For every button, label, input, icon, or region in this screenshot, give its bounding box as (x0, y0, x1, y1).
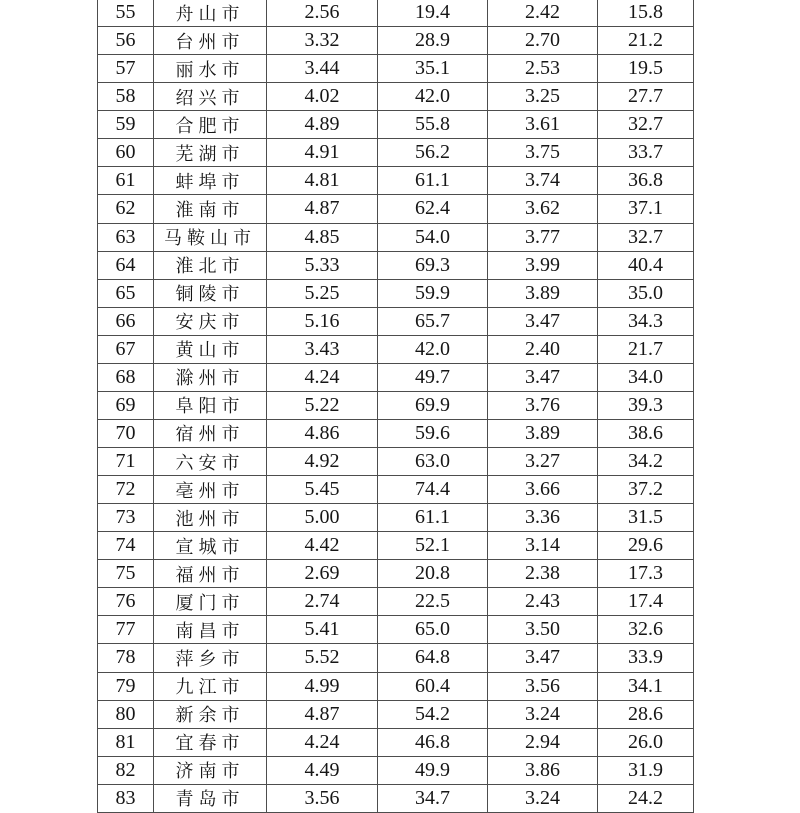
city-name-cell: 淮北市 (154, 251, 267, 279)
value-cell-3: 3.47 (488, 307, 598, 335)
table-row (98, 27, 694, 55)
table-row (98, 111, 694, 139)
city-name-cell: 黄山市 (154, 335, 267, 363)
value-cell-4: 27.7 (598, 83, 694, 111)
row-number-cell: 71 (98, 448, 154, 476)
value-cell-1: 4.49 (267, 756, 378, 784)
value-cell-1: 5.22 (267, 391, 378, 419)
row-number-cell: 77 (98, 616, 154, 644)
city-name-cell: 台州市 (154, 27, 267, 55)
value-cell-1: 4.87 (267, 195, 378, 223)
value-cell-4: 15.8 (598, 0, 694, 27)
table-row (98, 0, 694, 27)
value-cell-4: 33.7 (598, 139, 694, 167)
value-cell-2: 56.2 (378, 139, 488, 167)
value-cell-2: 54.0 (378, 223, 488, 251)
value-cell-1: 3.43 (267, 335, 378, 363)
city-name-cell: 新余市 (154, 700, 267, 728)
row-number-cell: 65 (98, 279, 154, 307)
city-name-cell: 九江市 (154, 672, 267, 700)
value-cell-1: 3.44 (267, 55, 378, 83)
table-row (98, 223, 694, 251)
row-number-cell: 81 (98, 728, 154, 756)
value-cell-4: 19.5 (598, 55, 694, 83)
value-cell-4: 31.5 (598, 504, 694, 532)
value-cell-4: 31.9 (598, 756, 694, 784)
value-cell-3: 3.25 (488, 83, 598, 111)
table-row (98, 728, 694, 756)
row-number-cell: 67 (98, 335, 154, 363)
value-cell-2: 65.0 (378, 616, 488, 644)
value-cell-3: 3.86 (488, 756, 598, 784)
value-cell-4: 35.0 (598, 279, 694, 307)
value-cell-4: 36.8 (598, 167, 694, 195)
value-cell-2: 42.0 (378, 335, 488, 363)
city-name-cell: 蚌埠市 (154, 167, 267, 195)
row-number-cell: 56 (98, 27, 154, 55)
row-number-cell: 62 (98, 195, 154, 223)
value-cell-2: 69.3 (378, 251, 488, 279)
table-row (98, 560, 694, 588)
value-cell-2: 60.4 (378, 672, 488, 700)
value-cell-2: 64.8 (378, 644, 488, 672)
value-cell-1: 4.24 (267, 363, 378, 391)
value-cell-2: 62.4 (378, 195, 488, 223)
row-number-cell: 60 (98, 139, 154, 167)
city-name-cell: 舟山市 (154, 0, 267, 27)
table-row (98, 588, 694, 616)
value-cell-4: 21.2 (598, 27, 694, 55)
value-cell-3: 2.43 (488, 588, 598, 616)
value-cell-4: 32.7 (598, 223, 694, 251)
table-row (98, 195, 694, 223)
city-name-cell: 宣城市 (154, 532, 267, 560)
value-cell-3: 3.99 (488, 251, 598, 279)
value-cell-3: 3.89 (488, 279, 598, 307)
value-cell-1: 2.56 (267, 0, 378, 27)
value-cell-2: 34.7 (378, 784, 488, 812)
value-cell-2: 54.2 (378, 700, 488, 728)
value-cell-4: 34.2 (598, 448, 694, 476)
city-name-cell: 马鞍山市 (154, 223, 267, 251)
table-row (98, 251, 694, 279)
city-name-cell: 绍兴市 (154, 83, 267, 111)
value-cell-1: 2.74 (267, 588, 378, 616)
city-name-cell: 池州市 (154, 504, 267, 532)
value-cell-2: 61.1 (378, 504, 488, 532)
value-cell-2: 19.4 (378, 0, 488, 27)
value-cell-2: 69.9 (378, 391, 488, 419)
row-number-cell: 64 (98, 251, 154, 279)
value-cell-4: 17.4 (598, 588, 694, 616)
row-number-cell: 59 (98, 111, 154, 139)
row-number-cell: 69 (98, 391, 154, 419)
value-cell-2: 55.8 (378, 111, 488, 139)
value-cell-1: 5.00 (267, 504, 378, 532)
value-cell-3: 3.24 (488, 784, 598, 812)
row-number-cell: 76 (98, 588, 154, 616)
city-name-cell: 宜春市 (154, 728, 267, 756)
value-cell-2: 59.6 (378, 419, 488, 447)
row-number-cell: 73 (98, 504, 154, 532)
table-row (98, 335, 694, 363)
value-cell-3: 3.47 (488, 644, 598, 672)
city-name-cell: 淮南市 (154, 195, 267, 223)
value-cell-1: 4.85 (267, 223, 378, 251)
row-number-cell: 83 (98, 784, 154, 812)
value-cell-3: 2.53 (488, 55, 598, 83)
city-name-cell: 厦门市 (154, 588, 267, 616)
table-row (98, 532, 694, 560)
value-cell-3: 3.47 (488, 363, 598, 391)
row-number-cell: 72 (98, 476, 154, 504)
row-number-cell: 68 (98, 363, 154, 391)
value-cell-1: 5.25 (267, 279, 378, 307)
value-cell-4: 34.3 (598, 307, 694, 335)
value-cell-4: 26.0 (598, 728, 694, 756)
row-number-cell: 74 (98, 532, 154, 560)
value-cell-2: 49.9 (378, 756, 488, 784)
value-cell-3: 3.62 (488, 195, 598, 223)
value-cell-2: 65.7 (378, 307, 488, 335)
value-cell-3: 3.56 (488, 672, 598, 700)
table-row (98, 167, 694, 195)
city-name-cell: 宿州市 (154, 419, 267, 447)
value-cell-2: 61.1 (378, 167, 488, 195)
value-cell-1: 4.99 (267, 672, 378, 700)
row-number-cell: 70 (98, 419, 154, 447)
value-cell-2: 52.1 (378, 532, 488, 560)
value-cell-2: 74.4 (378, 476, 488, 504)
table-row (98, 279, 694, 307)
city-name-cell: 南昌市 (154, 616, 267, 644)
value-cell-4: 29.6 (598, 532, 694, 560)
value-cell-1: 4.86 (267, 419, 378, 447)
city-name-cell: 萍乡市 (154, 644, 267, 672)
value-cell-4: 40.4 (598, 251, 694, 279)
row-number-cell: 80 (98, 700, 154, 728)
city-name-cell: 福州市 (154, 560, 267, 588)
value-cell-3: 3.61 (488, 111, 598, 139)
table-row (98, 363, 694, 391)
row-number-cell: 79 (98, 672, 154, 700)
value-cell-2: 35.1 (378, 55, 488, 83)
table-row (98, 307, 694, 335)
row-number-cell: 55 (98, 0, 154, 27)
value-cell-1: 4.42 (267, 532, 378, 560)
value-cell-1: 3.56 (267, 784, 378, 812)
value-cell-3: 2.70 (488, 27, 598, 55)
table-row (98, 644, 694, 672)
value-cell-1: 5.16 (267, 307, 378, 335)
value-cell-4: 32.7 (598, 111, 694, 139)
value-cell-3: 3.76 (488, 391, 598, 419)
city-statistics-table (97, 0, 694, 813)
value-cell-3: 3.74 (488, 167, 598, 195)
city-name-cell: 青岛市 (154, 784, 267, 812)
value-cell-3: 2.94 (488, 728, 598, 756)
table-row (98, 756, 694, 784)
value-cell-1: 2.69 (267, 560, 378, 588)
row-number-cell: 82 (98, 756, 154, 784)
city-name-cell: 六安市 (154, 448, 267, 476)
value-cell-1: 5.52 (267, 644, 378, 672)
value-cell-3: 3.36 (488, 504, 598, 532)
table-body (98, 0, 694, 813)
table-row (98, 616, 694, 644)
table-row (98, 700, 694, 728)
table-row (98, 419, 694, 447)
value-cell-1: 4.91 (267, 139, 378, 167)
value-cell-3: 3.66 (488, 476, 598, 504)
row-number-cell: 61 (98, 167, 154, 195)
city-name-cell: 芜湖市 (154, 139, 267, 167)
table-row (98, 83, 694, 111)
city-name-cell: 安庆市 (154, 307, 267, 335)
table-row (98, 504, 694, 532)
value-cell-3: 3.27 (488, 448, 598, 476)
table-row (98, 448, 694, 476)
table-row (98, 391, 694, 419)
city-name-cell: 铜陵市 (154, 279, 267, 307)
table-row (98, 55, 694, 83)
city-name-cell: 合肥市 (154, 111, 267, 139)
value-cell-4: 21.7 (598, 335, 694, 363)
value-cell-3: 3.89 (488, 419, 598, 447)
value-cell-2: 59.9 (378, 279, 488, 307)
value-cell-1: 3.32 (267, 27, 378, 55)
value-cell-4: 37.1 (598, 195, 694, 223)
value-cell-1: 4.87 (267, 700, 378, 728)
value-cell-4: 37.2 (598, 476, 694, 504)
table-row (98, 476, 694, 504)
row-number-cell: 58 (98, 83, 154, 111)
value-cell-2: 49.7 (378, 363, 488, 391)
value-cell-4: 17.3 (598, 560, 694, 588)
value-cell-4: 32.6 (598, 616, 694, 644)
value-cell-3: 3.77 (488, 223, 598, 251)
table-row (98, 139, 694, 167)
value-cell-1: 4.02 (267, 83, 378, 111)
value-cell-2: 20.8 (378, 560, 488, 588)
value-cell-1: 4.89 (267, 111, 378, 139)
value-cell-3: 2.40 (488, 335, 598, 363)
value-cell-4: 33.9 (598, 644, 694, 672)
value-cell-4: 24.2 (598, 784, 694, 812)
value-cell-4: 39.3 (598, 391, 694, 419)
row-number-cell: 57 (98, 55, 154, 83)
value-cell-1: 5.33 (267, 251, 378, 279)
value-cell-2: 28.9 (378, 27, 488, 55)
value-cell-4: 34.0 (598, 363, 694, 391)
value-cell-3: 2.42 (488, 0, 598, 27)
value-cell-2: 22.5 (378, 588, 488, 616)
value-cell-3: 3.24 (488, 700, 598, 728)
value-cell-1: 5.41 (267, 616, 378, 644)
city-name-cell: 丽水市 (154, 55, 267, 83)
row-number-cell: 78 (98, 644, 154, 672)
value-cell-3: 3.50 (488, 616, 598, 644)
table-row (98, 672, 694, 700)
table-row (98, 784, 694, 812)
row-number-cell: 75 (98, 560, 154, 588)
city-name-cell: 济南市 (154, 756, 267, 784)
value-cell-2: 46.8 (378, 728, 488, 756)
value-cell-2: 63.0 (378, 448, 488, 476)
row-number-cell: 63 (98, 223, 154, 251)
value-cell-3: 2.38 (488, 560, 598, 588)
value-cell-4: 28.6 (598, 700, 694, 728)
value-cell-1: 5.45 (267, 476, 378, 504)
city-name-cell: 滁州市 (154, 363, 267, 391)
value-cell-1: 4.81 (267, 167, 378, 195)
city-name-cell: 亳州市 (154, 476, 267, 504)
value-cell-1: 4.92 (267, 448, 378, 476)
city-name-cell: 阜阳市 (154, 391, 267, 419)
row-number-cell: 66 (98, 307, 154, 335)
value-cell-2: 42.0 (378, 83, 488, 111)
value-cell-4: 34.1 (598, 672, 694, 700)
value-cell-4: 38.6 (598, 419, 694, 447)
value-cell-1: 4.24 (267, 728, 378, 756)
value-cell-3: 3.14 (488, 532, 598, 560)
value-cell-3: 3.75 (488, 139, 598, 167)
